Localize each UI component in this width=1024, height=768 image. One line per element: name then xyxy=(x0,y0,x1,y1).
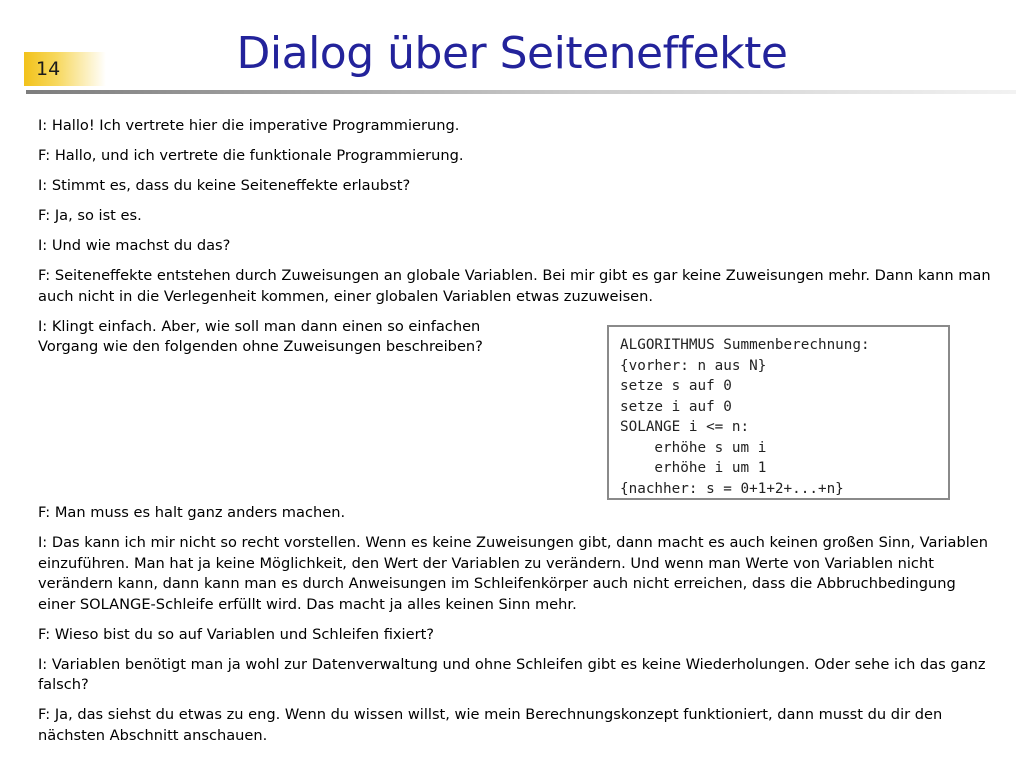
code-line: erhöhe s um i xyxy=(620,439,767,456)
dialog-line: F: Hallo, und ich vertrete die funktionale Programmierung. xyxy=(38,147,464,164)
slide-number: 14 xyxy=(24,52,106,86)
algorithm-box xyxy=(607,325,950,500)
code-line: {nachher: s = 0+1+2+...+n} xyxy=(620,480,844,497)
algorithm-code xyxy=(620,335,948,499)
title-divider xyxy=(26,90,1016,94)
dialog-line: I: Hallo! Ich vertrete hier die imperative Programmierung. xyxy=(38,117,460,134)
dialog-line: I: Das kann ich mir nicht so recht vorstellen. Wenn es keine Zuweisungen gibt, dann macht es auch keinen großen Sinn, Variablen einzuführen. Man hat ja keine Möglichkeit, den Wert der Variablen zu verändern. Und wenn man Werte von Variablen nicht verändern kann, dann kann man es durch Anweisungen im Schleifenkörper auch nicht erreichen, dass die Abbruchbedingung einer SOLANGE-Schleife erfüllt wird. Das macht ja alles keinen Sinn mehr. xyxy=(38,534,988,613)
dialog-line: F: Ja, so ist es. xyxy=(38,207,142,224)
dialog-line: F: Ja, das siehst du etwas zu eng. Wenn du wissen willst, wie mein Berechnungskonzept funktioniert, dann musst du dir den nächsten Abschnitt anschauen. xyxy=(38,706,943,744)
dialog-line: I: Stimmt es, dass du keine Seiteneffekte erlaubst? xyxy=(38,177,411,194)
code-line: setze s auf 0 xyxy=(620,378,732,394)
code-line: {vorher: n aus N} xyxy=(620,357,767,374)
code-line: ALGORITHMUS Summenberechnung: xyxy=(620,337,870,353)
code-line: SOLANGE i <= n: xyxy=(620,419,750,435)
dialog-line: I: Klingt einfach. Aber, wie soll man dann einen so einfachen Vorgang wie den folgenden ohne Zuweisungen beschreiben? xyxy=(38,317,483,355)
slide-title: Dialog über Seiteneffekte xyxy=(236,28,788,79)
code-line: setze i auf 0 xyxy=(620,398,732,415)
dialog-line: F: Wieso bist du so auf Variablen und Schleifen fixiert? xyxy=(38,625,435,643)
code-line: erhöhe i um 1 xyxy=(620,460,767,476)
dialog-line: I: Und wie machst du das? xyxy=(38,237,231,254)
dialog-line: F: Man muss es halt ganz anders machen. xyxy=(38,504,346,521)
dialog-line: F: Seiteneffekte entstehen durch Zuweisungen an globale Variablen. Bei mir gibt es gar keine Zuweisungen mehr. Dann kann man auch nicht in die Verlegenheit kommen, einer globalen Variablen etwas zuzuweisen. xyxy=(38,267,991,305)
dialog-line: I: Variablen benötigt man ja wohl zur Datenverwaltung und ohne Schleifen gibt es keine Wiederholungen. Oder sehe ich das ganz falsch? xyxy=(38,655,986,693)
